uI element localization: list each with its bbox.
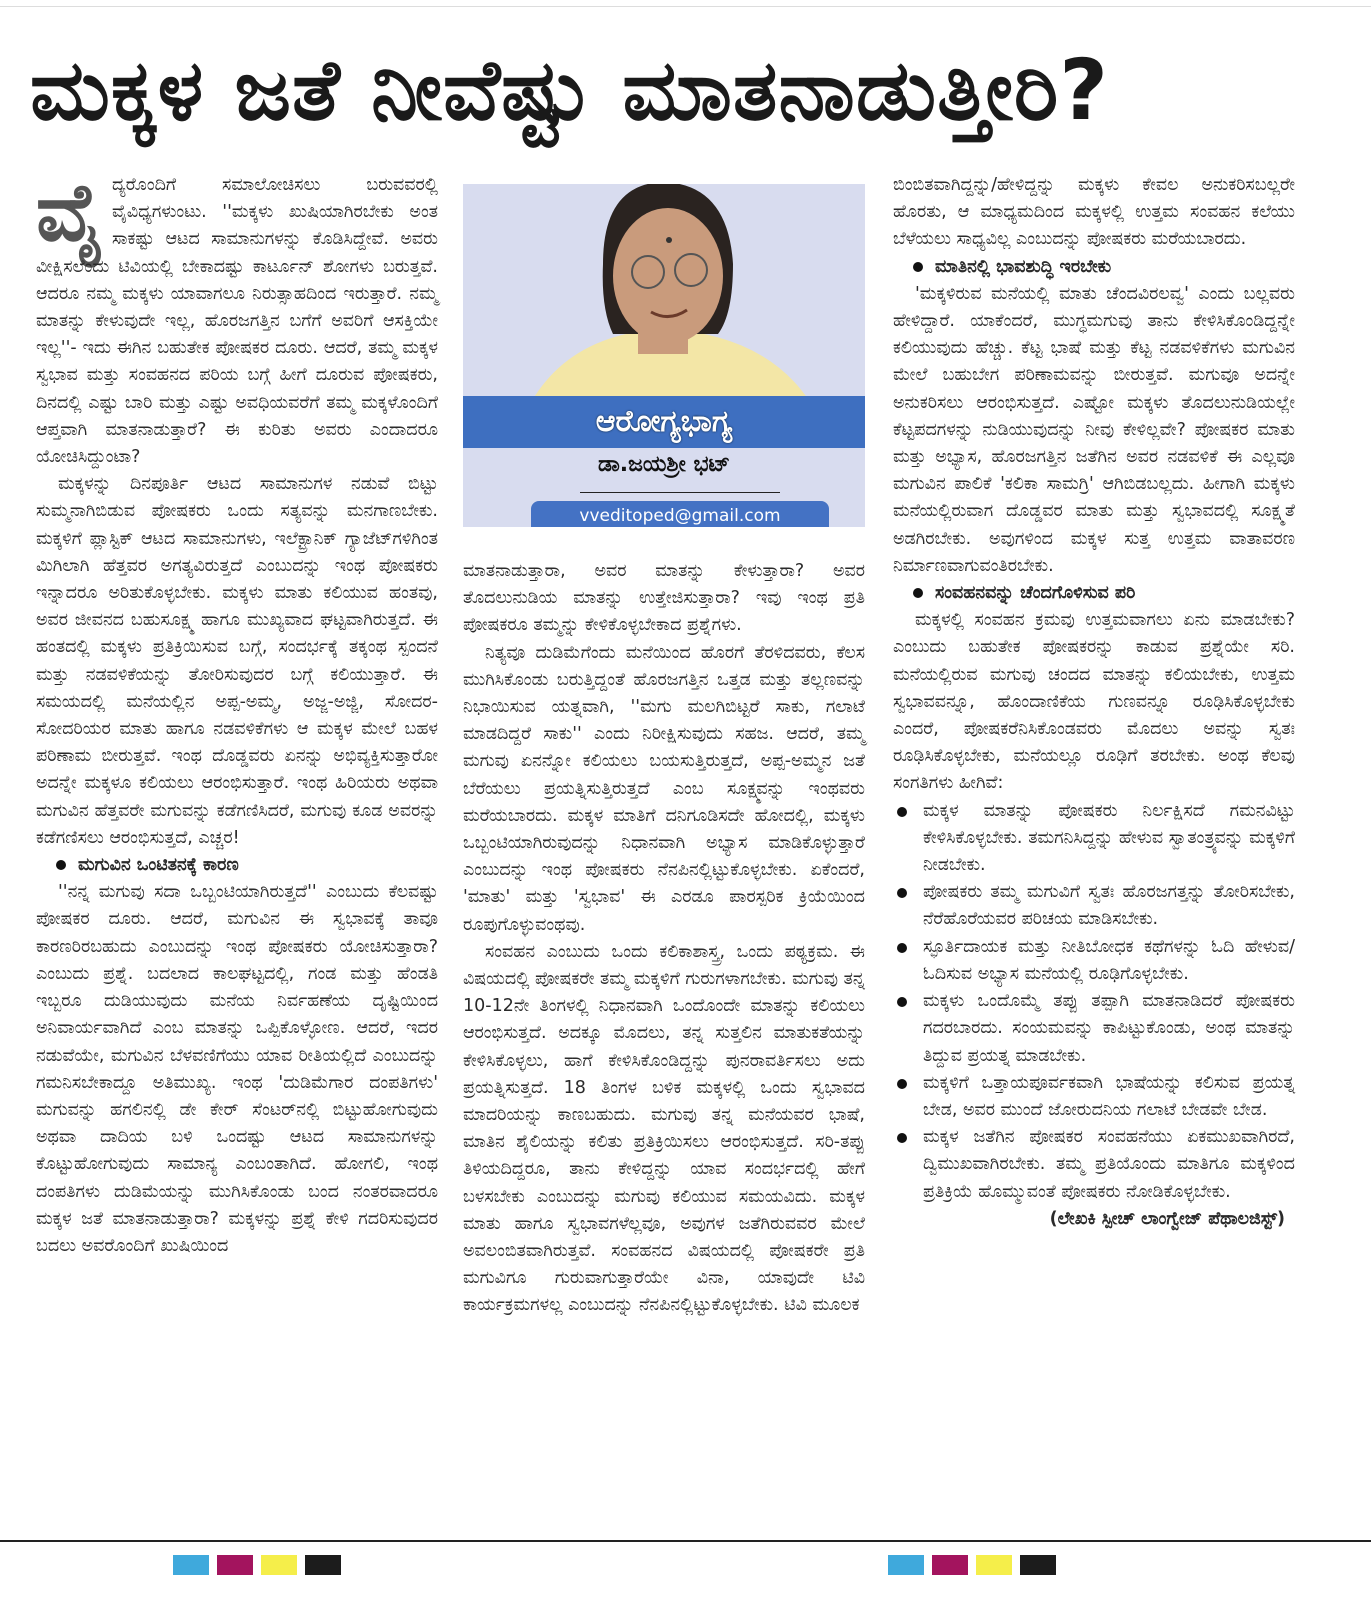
registration-swatch-cyan	[173, 1555, 209, 1575]
list-item	[893, 798, 1295, 880]
article-column-2	[463, 558, 865, 1320]
registration-swatch-magenta	[932, 1555, 968, 1575]
bullet-icon	[897, 943, 907, 953]
paragraph: ಮಕ್ಕಳನ್ನು ದಿನಪೂರ್ತಿ ಆಟದ ಸಾಮಾನುಗಳ ನಡುವೆ ಬಿಟ್ಟು ಸುಮ್ಮನಾಗಿಬಿಡುವ ಪೋಷಕರು ಒಂದು ಸತ್ಯವನ್ನು ಮನಗಾಣಬೇಕು. ಮಕ್ಕಳಿಗೆ ಪ್ಲಾಸ್ಟಿಕ್ ಆಟದ ಸಾಮಾನುಗಳು, ಇಲೆಕ್ಟ್ರಾನಿಕ್ ಗ್ಯಾಜೆಟ್‌ಗಳಿಗಿಂತ ಮಿಗಿಲಾಗಿ ಹೆತ್ತವರ ಅಗತ್ಯವಿರುತ್ತದೆ ಎಂಬುದನ್ನು ಇಂಥ ಪೋಷಕರು ಇನ್ನಾದರೂ ಅರಿತುಕೊಳ್ಳಬೇಕು. ಮಕ್ಕಳು ಮಾತು ಕಲಿಯುವ ಹಂತವು, ಅವರ ಜೀವನದ ಬಹುಸೂಕ್ಷ್ಮ ಹಾಗೂ ಮುಖ್ಯವಾದ ಘಟ್ಟವಾಗಿರುತ್ತದೆ. ಈ ಹಂತದಲ್ಲಿ ಮಕ್ಕಳು ಪ್ರತಿಕ್ರಿಯಿಸುವ ಬಗ್ಗೆ, ಸಂದರ್ಭಕ್ಕೆ ತಕ್ಕಂಥ ಸ್ಪಂದನೆ ಮತ್ತು ನಡವಳಿಕೆಯನ್ನು ತೋರಿಸುವುದರ ಬಗ್ಗೆ ಕಲಿಯುತ್ತಾರೆ. ಈ ಸಮಯದಲ್ಲಿ ಮನೆಯಲ್ಲಿನ ಅಪ್ಪ-ಅಮ್ಮ, ಅಜ್ಜ-ಅಜ್ಜಿ, ಸೋದರ-ಸೋದರಿಯರ ಮಾತು ಹಾಗೂ ನಡವಳಿಕೆಗಳು ಆ ಮಕ್ಕಳ ಮೇಲೆ ಬಹಳ ಪರಿಣಾಮ ಬೀರುತ್ತವೆ. ಇಂಥ ದೊಡ್ಡವರು ಏನನ್ನು ಅಭಿವ್ಯಕ್ತಿಸುತ್ತಾರೋ ಅದನ್ನೇ ಮಕ್ಕಳೂ ಕಲಿಯಲು ಆರಂಭಿಸುತ್ತಾರೆ. ಇಂಥ ಹಿರಿಯರು ಅಥವಾ ಮಗುವಿನ ಹೆತ್ತವರೇ ಮಗುವನ್ನು ಕಡೆಗಣಿಸಿದರೆ, ಮಗುವು ಕೂಡ ಅವರನ್ನು ಕಡೆಗಣಿಸಲು ಆರಂಭಿಸುತ್ತದೆ, ಎಚ್ಚರ!	[36, 474, 438, 848]
list-item	[893, 1070, 1295, 1124]
bullet-icon	[56, 860, 66, 870]
paragraph: ಸಂವಹನ ಎಂಬುದು ಒಂದು ಕಲಿಕಾಶಾಸ್ತ್ರ, ಒಂದು ಪಠ್ಯಕ್ರಮ. ಈ ವಿಷಯದಲ್ಲಿ ಪೋಷಕರೇ ತಮ್ಮ ಮಕ್ಕಳಿಗೆ ಗುರುಗಳಾಗಬೇಕು. ಮಗುವು ತನ್ನ 10-12ನೇ ತಿಂಗಳಲ್ಲಿ ನಿಧಾನವಾಗಿ ಒಂದೊಂದೇ ಮಾತನ್ನು ಕಲಿಯಲು ಆರಂಭಿಸುತ್ತದೆ. ಅದಕ್ಕೂ ಮೊದಲು, ತನ್ನ ಸುತ್ತಲಿನ ಮಾತುಕತೆಯನ್ನು ಕೇಳಿಸಿಕೊಳ್ಳಲು, ಹಾಗೆ ಕೇಳಿಸಿಕೊಂಡಿದ್ದನ್ನು ಪುನರಾವರ್ತಿಸಲು ಅದು ಪ್ರಯತ್ನಿಸುತ್ತದೆ. 18 ತಿಂಗಳ ಬಳಿಕ ಮಕ್ಕಳಲ್ಲಿ ಒಂದು ಸ್ವಭಾವದ ಮಾದರಿಯನ್ನು ಕಾಣಬಹುದು. ಮಗುವು ತನ್ನ ಮನೆಯವರ ಭಾಷೆ, ಮಾತಿನ ಶೈಲಿಯನ್ನು ಕಲಿತು ಪ್ರತಿಕ್ರಿಯಿಸಲು ಆರಂಭಿಸುತ್ತದೆ. ಸರಿ-ತಪ್ಪು ತಿಳಿಯದಿದ್ದರೂ, ತಾನು ಕೇಳಿದ್ದನ್ನು ಯಾವ ಸಂದರ್ಭದಲ್ಲಿ ಹೇಗೆ ಬಳಸಬೇಕು ಎಂಬುದನ್ನು ಮಗುವು ಕಲಿಯುವ ಸಮಯವಿದು. ಮಕ್ಕಳ ಮಾತು ಹಾಗೂ ಸ್ವಭಾವಗಳೆಲ್ಲವೂ, ಅವುಗಳ ಜತೆಗಿರುವವರ ಮೇಲೆ ಅವಲಂಬಿತವಾಗಿರುತ್ತವೆ. ಸಂವಹನದ ವಿಷಯದಲ್ಲಿ ಪೋಷಕರೇ ಪ್ರತಿ ಮಗುವಿಗೂ ಗುರುವಾಗುತ್ತಾರೆಯೇ ವಿನಾ, ಯಾವುದೇ ಟಿವಿ ಕಾರ್ಯಕ್ರಮಗಳಲ್ಲ ಎಂಬುದನ್ನು ನೆನಪಿನಲ್ಲಿಟ್ಟುಕೊಳ್ಳಬೇಕು. ಟಿವಿ ಮೂಲಕ	[463, 941, 865, 1316]
subheading-text: ಸಂವಹನವನ್ನು ಚೆಂದಗೊಳಿಸುವ ಪರಿ	[935, 583, 1136, 604]
list-item-text: ಮಕ್ಕಳ ಜತೆಗಿನ ಪೋಷಕರ ಸಂವಹನೆಯು ಏಕಮುಖವಾಗಿರದೆ, ದ್ವಿಮುಖವಾಗಿರಬೇಕು. ತಮ್ಮ ಪ್ರತಿಯೊಂದು ಮಾತಿಗೂ ಮಕ್ಕಳಿಂದ ಪ್ರತಿಕ್ರಿಯೆ ಹೊಮ್ಮುವಂತೆ ಪೋಷಕರು ನೋಡಿಕೊಳ್ಳಬೇಕು.	[923, 1127, 1295, 1202]
subheading-text: ಮಾತಿನಲ್ಲಿ ಭಾವಶುದ್ಧಿ ಇರಬೇಕು	[935, 256, 1112, 277]
paragraph: ''ನನ್ನ ಮಗುವು ಸದಾ ಒಬ್ಬಂಟಿಯಾಗಿರುತ್ತದೆ'' ಎಂಬುದು ಕೆಲವಷ್ಟು ಪೋಷಕರ ದೂರು. ಆದರೆ, ಮಗುವಿನ ಈ ಸ್ವಭಾವಕ್ಕೆ ತಾವೂ ಕಾರಣರಿರಬಹುದು ಎಂಬುದನ್ನು ಇಂಥ ಪೋಷಕರು ಯೋಚಿಸುತ್ತಾರಾ? ಎಂಬುದು ಪ್ರಶ್ನೆ. ಬದಲಾದ ಕಾಲಘಟ್ಟದಲ್ಲಿ, ಗಂಡ ಮತ್ತು ಹೆಂಡತಿ ಇಬ್ಬರೂ ದುಡಿಯುವುದು ಮನೆಯ ನಿರ್ವಹಣೆಯ ದೃಷ್ಟಿಯಿಂದ ಅನಿವಾರ್ಯವಾಗಿದೆ ಎಂಬ ಮಾತನ್ನು ಒಪ್ಪಿಕೊಳ್ಳೋಣ. ಆದರೆ, ಇದರ ನಡುವೆಯೇ, ಮಗುವಿನ ಬೆಳವಣಿಗೆಯು ಯಾವ ರೀತಿಯಲ್ಲಿದೆ ಎಂಬುದನ್ನು ಗಮನಿಸಬೇಕಾದ್ದೂ ಅತಿಮುಖ್ಯ. ಇಂಥ 'ದುಡಿಮೆಗಾರ ದಂಪತಿಗಳು' ಮಗುವನ್ನು ಹಗಲಿನಲ್ಲಿ ಡೇ ಕೇರ್ ಸೆಂಟರ್‌ನಲ್ಲಿ ಬಿಟ್ಟುಹೋಗುವುದು ಅಥವಾ ದಾದಿಯ ಬಳಿ ಒಂದಷ್ಟು ಆಟದ ಸಾಮಾನುಗಳನ್ನು ಕೊಟ್ಟುಹೋಗುವುದು ಸಾಮಾನ್ಯ ಎಂಬಂತಾಗಿದೆ. ಹೋಗಲಿ, ಇಂಥ ದಂಪತಿಗಳು ದುಡಿಮೆಯನ್ನು ಮುಗಿಸಿಕೊಂಡು ಬಂದ ನಂತರವಾದರೂ ಮಕ್ಕಳ ಜತೆ ಮಾತನಾಡುತ್ತಾರಾ? ಮಕ್ಕಳನ್ನು ಪ್ರಶ್ನೆ ಕೇಳಿ ಗದರಿಸುವುದರ ಬದಲು ಅವರೊಂದಿಗೆ ಖುಷಿಯಿಂದ	[36, 882, 438, 1256]
bullet-icon	[913, 262, 923, 272]
paragraph-text: ದ್ಯರೊಂದಿಗೆ ಸಮಾಲೋಚಿಸಲು ಬರುವವರಲ್ಲಿ ವೈವಿಧ್ಯಗಳುಂಟು. ''ಮಕ್ಕಳು ಖುಷಿಯಾಗಿರಬೇಕು ಅಂತ ಸಾಕಷ್ಟು ಆಟದ ಸಾಮಾನುಗಳನ್ನು ಕೊಡಿಸಿದ್ದೇವೆ. ಅವರು ವೀಕ್ಷಿಸಲೆಂದು ಟಿವಿಯಲ್ಲಿ ಬೇಕಾದಷ್ಟು ಕಾರ್ಟೂನ್ ಶೋಗಳು ಬರುತ್ತವೆ. ಆದರೂ ನಮ್ಮ ಮಕ್ಕಳು ಯಾವಾಗಲೂ ನಿರುತ್ಸಾಹದಿಂದ ಇರುತ್ತಾರೆ. ನಮ್ಮ ಮಾತನ್ನು ಕೇಳುವುದೇ ಇಲ್ಲ, ಹೊರಜಗತ್ತಿನ ಬಗೆಗೆ ಅವರಿಗೆ ಆಸಕ್ತಿಯೇ ಇಲ್ಲ''- ಇದು ಈಗಿನ ಬಹುತೇಕ ಪೋಷಕರ ದೂರು. ಆದರೆ, ತಮ್ಮ ಮಕ್ಕಳ ಸ್ವಭಾವ ಮತ್ತು ಸಂವಹನದ ಪರಿಯ ಬಗ್ಗೆ ಹೀಗೆ ದೂರುವ ಪೋಷಕರು, ದಿನದಲ್ಲಿ ಎಷ್ಟು ಬಾರಿ ಮತ್ತು ಎಷ್ಟು ಅವಧಿಯವರೆಗೆ ತಮ್ಮ ಮಕ್ಕಳೊಂದಿಗೆ ಆಪ್ತವಾಗಿ ಮಾತನಾಡುತ್ತಾರೆ? ಈ ಕುರಿತು ಅವರು ಎಂದಾದರೂ ಯೋಚಿಸಿದ್ದುಂಟಾ?	[36, 175, 438, 468]
list-item-text: ಪೋಷಕರು ತಮ್ಮ ಮಗುವಿಗೆ ಸ್ವತಃ ಹೊರಜಗತ್ತನ್ನು ತೋರಿಸಬೇಕು, ನೆರೆಹೊರೆಯವರ ಪರಿಚಯ ಮಾಡಿಸಬೇಕು.	[923, 882, 1295, 930]
list-item-text: ಮಕ್ಕಳಿಗೆ ಒತ್ತಾಯಪೂರ್ವಕವಾಗಿ ಭಾಷೆಯನ್ನು ಕಲಿಸುವ ಪ್ರಯತ್ನ ಬೇಡ, ಅವರ ಮುಂದೆ ಜೋರುದನಿಯ ಗಲಾಟೆ ಬೇಡವೇ ಬೇಡ.	[923, 1072, 1295, 1120]
list-item	[893, 934, 1295, 988]
registration-swatch-black	[1020, 1555, 1056, 1575]
subheading	[36, 852, 438, 879]
registration-swatch-yellow	[976, 1555, 1012, 1575]
bullet-icon	[913, 588, 923, 598]
author-name: ಡಾ.ಜಯಶ್ರೀ ಭಟ್	[597, 452, 731, 477]
registration-swatch-black	[305, 1555, 341, 1575]
paragraph: ಮಾತನಾಡುತ್ತಾರಾ, ಅವರ ಮಾತನ್ನು ಕೇಳುತ್ತಾರಾ? ಅವರ ತೊದಲುನುಡಿಯ ಮಾತನ್ನು ಉತ್ತೇಜಿಸುತ್ತಾರಾ? ಇವು ಇಂಥ ಪ್ರತಿ ಪೋಷಕರೂ ತಮ್ಮನ್ನು ಕೇಳಿಕೊಳ್ಳಬೇಕಾದ ಪ್ರಶ್ನೆಗಳು.	[463, 561, 865, 636]
registration-swatch-cyan	[888, 1555, 924, 1575]
columnist-photo-box	[463, 184, 865, 527]
drop-cap: ವೈ	[36, 166, 104, 259]
list-item-text: ಮಕ್ಕಳ ಮಾತನ್ನು ಪೋಷಕರು ನಿರ್ಲಕ್ಷಿಸದೆ ಗಮನವಿಟ್ಟು ಕೇಳಿಸಿಕೊಳ್ಳಬೇಕು. ತಮಗನಿಸಿದ್ದನ್ನು ಹೇಳುವ ಸ್ವಾತಂತ್ರ್ಯವನ್ನು ಮಕ್ಕಳಿಗೆ ನೀಡಬೇಕು.	[923, 800, 1295, 876]
subheading	[893, 254, 1295, 281]
bullet-icon	[897, 807, 907, 817]
list-item-text: ಮಕ್ಕಳು ಒಂದೊಮ್ಮೆ ತಪ್ಪು ತಪ್ಪಾಗಿ ಮಾತನಾಡಿದರೆ ಪೋಷಕರು ಗದರಬಾರದು. ಸಂಯಮವನ್ನು ಕಾಪಿಟ್ಟುಕೊಂಡು, ಅಂಥ ಮಾತನ್ನು ತಿದ್ದುವ ಪ್ರಯತ್ನ ಮಾಡಬೇಕು.	[923, 991, 1295, 1066]
list-item	[893, 988, 1295, 1070]
list-item	[893, 1124, 1295, 1206]
list-item-text: ಸ್ಫೂರ್ತಿದಾಯಕ ಮತ್ತು ನೀತಿಬೋಧಕ ಕಥೆಗಳನ್ನು ಓದಿ ಹೇಳುವ/ಓದಿಸುವ ಅಭ್ಯಾಸ ಮನೆಯಲ್ಲಿ ರೂಢಿಗೊಳ್ಳಬೇಕು.	[923, 936, 1295, 984]
bottom-rule	[0, 1540, 1371, 1542]
article-column-1	[36, 166, 438, 1260]
subheading-text: ಮಗುವಿನ ಒಂಟಿತನಕ್ಕೆ ಕಾರಣ	[78, 855, 239, 876]
column-name-banner: ಆರೋಗ್ಯಭಾಗ್ಯ	[463, 396, 865, 448]
article-column-3	[893, 172, 1295, 1233]
paragraph: ಮಕ್ಕಳಲ್ಲಿ ಸಂವಹನ ಕ್ರಮವು ಉತ್ತಮವಾಗಲು ಏನು ಮಾಡಬೇಕು? ಎಂಬುದು ಬಹುತೇಕ ಪೋಷಕರನ್ನು ಕಾಡುವ ಪ್ರಶ್ನೆಯೇ ಸರಿ. ಮನೆಯಲ್ಲಿರುವ ಮಗುವು ಚಂದದ ಮಾತನ್ನು ಕಲಿಯಬೇಕು, ಉತ್ತಮ ಸ್ವಭಾವವನ್ನೂ, ಹೊಂದಾಣಿಕೆಯ ಗುಣವನ್ನೂ ರೂಢಿಸಿಕೊಳ್ಳಬೇಕು ಎಂದರೆ, ಪೋಷಕರೆನಿಸಿಕೊಂಡವರು ಮೊದಲು ಅವನ್ನು ಸ್ವತಃ ರೂಢಿಸಿಕೊಳ್ಳಬೇಕು, ಮನೆಯಲ್ಲೂ ರೂಢಿಗೆ ತರಬೇಕು. ಅಂಥ ಕೆಲವು ಸಂಗತಿಗಳು ಹೀಗಿವೆ:	[893, 610, 1295, 794]
registration-swatch-yellow	[261, 1555, 297, 1575]
author-byline: (ಲೇಖಕಿ ಸ್ಪೀಚ್ ಲಾಂಗ್ವೇಜ್ ಪೆಥಾಲಜಿಸ್ಟ್)	[1049, 1208, 1285, 1229]
tips-list	[893, 798, 1295, 1206]
author-email-link[interactable]: vveditoped@gmail.com	[531, 501, 829, 527]
bullet-icon	[897, 1133, 907, 1143]
bullet-icon	[897, 997, 907, 1007]
paragraph: ನಿತ್ಯವೂ ದುಡಿಮೆಗೆಂದು ಮನೆಯಿಂದ ಹೊರಗೆ ತೆರಳಿದವರು, ಕೆಲಸ ಮುಗಿಸಿಕೊಂಡು ಬರುತ್ತಿದ್ದಂತೆ ಹೊರಜಗತ್ತಿನ ಒತ್ತಡ ಮತ್ತು ತಲ್ಲಣವನ್ನು ನಿಭಾಯಿಸುವ ಯತ್ನವಾಗಿ, ''ಮಗು ಮಲಗಿಬಿಟ್ಟರೆ ಸಾಕು, ಗಲಾಟೆ ಮಾಡದಿದ್ದರೆ ಸಾಕು'' ಎಂದು ನಿರೀಕ್ಷಿಸುವುದು ಸಹಜ. ಆದರೆ, ತಮ್ಮ ಮಗುವು ಏನನ್ನೋ ಕಲಿಯಲು ಬಯಸುತ್ತಿರುತ್ತದೆ, ಅಪ್ಪ-ಅಮ್ಮನ ಜತೆ ಬೆರೆಯಲು ಪ್ರಯತ್ನಿಸುತ್ತಿರುತ್ತದೆ ಎಂಬ ಸೂಕ್ಷ್ಮವನ್ನು ಇಂಥವರು ಮರೆಯಬಾರದು. ಮಕ್ಕಳ ಮಾತಿಗೆ ದನಿಗೂಡಿಸದೇ ಹೋದಲ್ಲಿ, ಮಕ್ಕಳು ಒಬ್ಬಂಟಿಯಾಗಿರುವುದನ್ನು ನಿಧಾನವಾಗಿ ಅಭ್ಯಾಸ ಮಾಡಿಕೊಳ್ಳುತ್ತಾರೆ ಎಂಬುದನ್ನು ಇಂಥ ಪೋಷಕರು ನೆನಪಿನಲ್ಲಿಟ್ಟುಕೊಳ್ಳಬೇಕು. ಏಕೆಂದರೆ, 'ಮಾತು' ಮತ್ತು 'ಸ್ವಭಾವ' ಈ ಎರಡೂ ಪಾರಸ್ಪರಿಕ ಕ್ರಿಯೆಯಿಂದ ರೂಪುಗೊಳ್ಳುವಂಥವು.	[463, 642, 865, 935]
bullet-icon	[897, 888, 907, 898]
registration-swatch-magenta	[217, 1555, 253, 1575]
headline: ಮಕ್ಕಳ ಜತೆ ನೀವೆಷ್ಟು ಮಾತನಾಡುತ್ತೀರಿ?	[30, 41, 1109, 139]
paragraph	[36, 166, 438, 471]
subheading	[893, 580, 1295, 607]
divider	[580, 492, 780, 493]
top-border	[0, 6, 1371, 7]
paragraph: 'ಮಕ್ಕಳಿರುವ ಮನೆಯಲ್ಲಿ ಮಾತು ಚೆಂದವಿರಲವ್ವ' ಎಂದು ಬಲ್ಲವರು ಹೇಳಿದ್ದಾರೆ. ಯಾಕೆಂದರೆ, ಮುಗ್ಧಮಗುವು ತಾನು ಕೇಳಿಸಿಕೊಂಡಿದ್ದನ್ನೇ ಕಲಿಯುವುದು ಹೆಚ್ಚು. ಕೆಟ್ಟ ಭಾಷೆ ಮತ್ತು ಕೆಟ್ಟ ನಡವಳಿಕೆಗಳು ಮಗುವಿನ ಮೇಲೆ ಬಹುಬೇಗ ಪರಿಣಾಮವನ್ನು ಬೀರುತ್ತವೆ. ಮಗುವೂ ಅದನ್ನೇ ಅನುಕರಿಸಲು ಆರಂಭಿಸುತ್ತದೆ. ಎಷ್ಟೋ ಮಕ್ಕಳು ತೊದಲುನುಡಿಯಲ್ಲೇ ಕೆಟ್ಟಪದಗಳನ್ನು ನುಡಿಯುವುದನ್ನು ನೀವು ಕೇಳಿಲ್ಲವೇ? ಪೋಷಕರ ಮಾತು ಮತ್ತು ಅಭ್ಯಾಸ, ಹೊರಜಗತ್ತಿನ ಜತೆಗಿನ ಅವರ ನಡವಳಿಕೆ ಈ ಎಲ್ಲವೂ ಮಗುವಿನ ಪಾಲಿಕೆ 'ಕಲಿಕಾ ಸಾಮಗ್ರಿ' ಆಗಿಬಿಡಬಲ್ಲದು. ಹೀಗಾಗಿ ಮಕ್ಕಳು ಮನೆಯಲ್ಲಿರುವಾಗ ದೊಡ್ಡವರ ಮಾತು ಮತ್ತು ಸ್ವಭಾವದಲ್ಲಿ ಸೂಕ್ಷ್ಮತೆ ಅಡಗಿರಬೇಕು. ಅವುಗಳಿಂದ ಮಕ್ಕಳ ಸುತ್ತ ಉತ್ತಮ ವಾತಾವರಣ ನಿರ್ಮಾಣವಾಗುವಂತಿರಬೇಕು.	[893, 283, 1295, 576]
list-item	[893, 879, 1295, 933]
paragraph: ಬಿಂಬಿತವಾಗಿದ್ದನ್ನು/ಹೇಳಿದ್ದನ್ನು ಮಕ್ಕಳು ಕೇವಲ ಅನುಕರಿಸಬಲ್ಲರೇ ಹೊರತು, ಆ ಮಾಧ್ಯಮದಿಂದ ಮಕ್ಕಳಲ್ಲಿ ಉತ್ತಮ ಸಂವಹನ ಕಲೆಯು ಬೆಳೆಯಲು ಸಾಧ್ಯವಿಲ್ಲ ಎಂಬುದನ್ನು ಪೋಷಕರು ಮರೆಯಬಾರದು.	[893, 175, 1295, 250]
bullet-icon	[897, 1079, 907, 1089]
